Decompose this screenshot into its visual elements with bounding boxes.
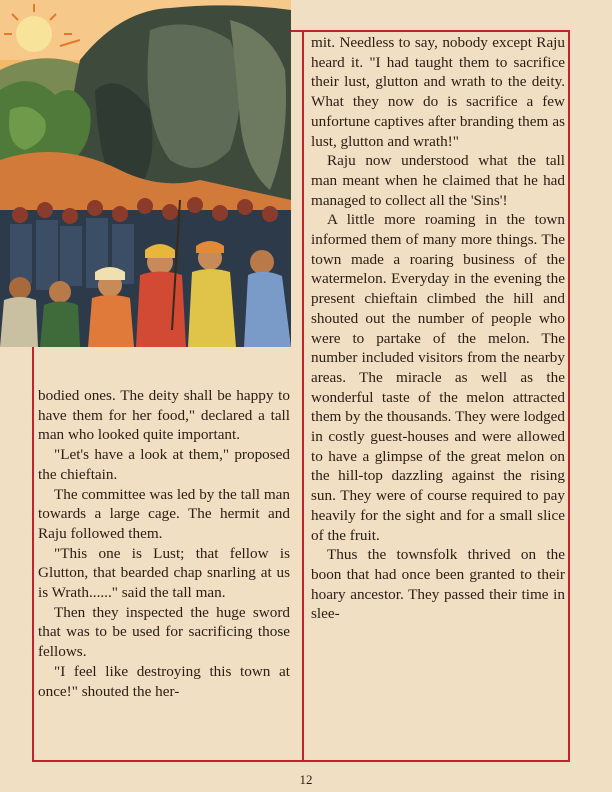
- frame-bottom-rule: [32, 760, 570, 762]
- story-illustration: [0, 0, 291, 347]
- paragraph: The committee was led by the tall man towards a large cage. The hermit and Raju followed them.: [38, 485, 290, 542]
- paragraph: A little more roaming in the town informed them of many more things. The town made a roaring business of the watermelon. Everyday in the evening the present chieftain climbed the hill and shouted out the number of people who were to partake of the melon. The number included visitors from the nearby areas. The miracle as well as the wonderful taste of the melon attracted them by the thousands. They were lodged in costly guest-houses and were allowed to have a glimpse of the great melon on the hill-top dazzling against the rising sun. They were of course required to pay heavily for the sight and for a small slice of the fruit.: [311, 211, 565, 544]
- left-text-column: [38, 386, 290, 701]
- paragraph: bodied ones. The deity shall be happy to have them for her food," declared a tall man who looked quite important.: [38, 387, 290, 444]
- paragraph: "Let's have a look at them," proposed the chieftain.: [38, 446, 290, 483]
- paragraph: Raju now understood what the tall man meant when he claimed that he had managed to collect all the 'Sins'!: [311, 152, 565, 209]
- frame-middle-rule: [302, 30, 304, 762]
- frame-top-rule: [291, 30, 570, 32]
- frame-right-rule: [568, 30, 570, 762]
- page-number: 12: [299, 772, 313, 787]
- paragraph: mit. Needless to say, nobody except Raju heard it. "I had taught them to sacrifice their lust, glutton and wrath to the deity. What they now do is sacrifice a few unfortune captives after branding them as lust, glutton and wrath!": [311, 34, 565, 150]
- paragraph: "I feel like destroying this town at once!" shouted the her-: [38, 662, 290, 700]
- paragraph: Then they inspected the huge sword that was to be used for sacrificing those fellows.: [38, 603, 290, 661]
- frame-left-rule: [32, 347, 34, 762]
- right-text-column: [311, 33, 565, 624]
- paragraph: "This one is Lust; that fellow is Glutton, that bearded chap snarling at us is Wrath......" said the tall man.: [38, 544, 290, 602]
- paragraph: Thus the townsfolk thrived on the boon that had once been granted to their hoary ancestor. They passed their time in slee-: [311, 546, 565, 623]
